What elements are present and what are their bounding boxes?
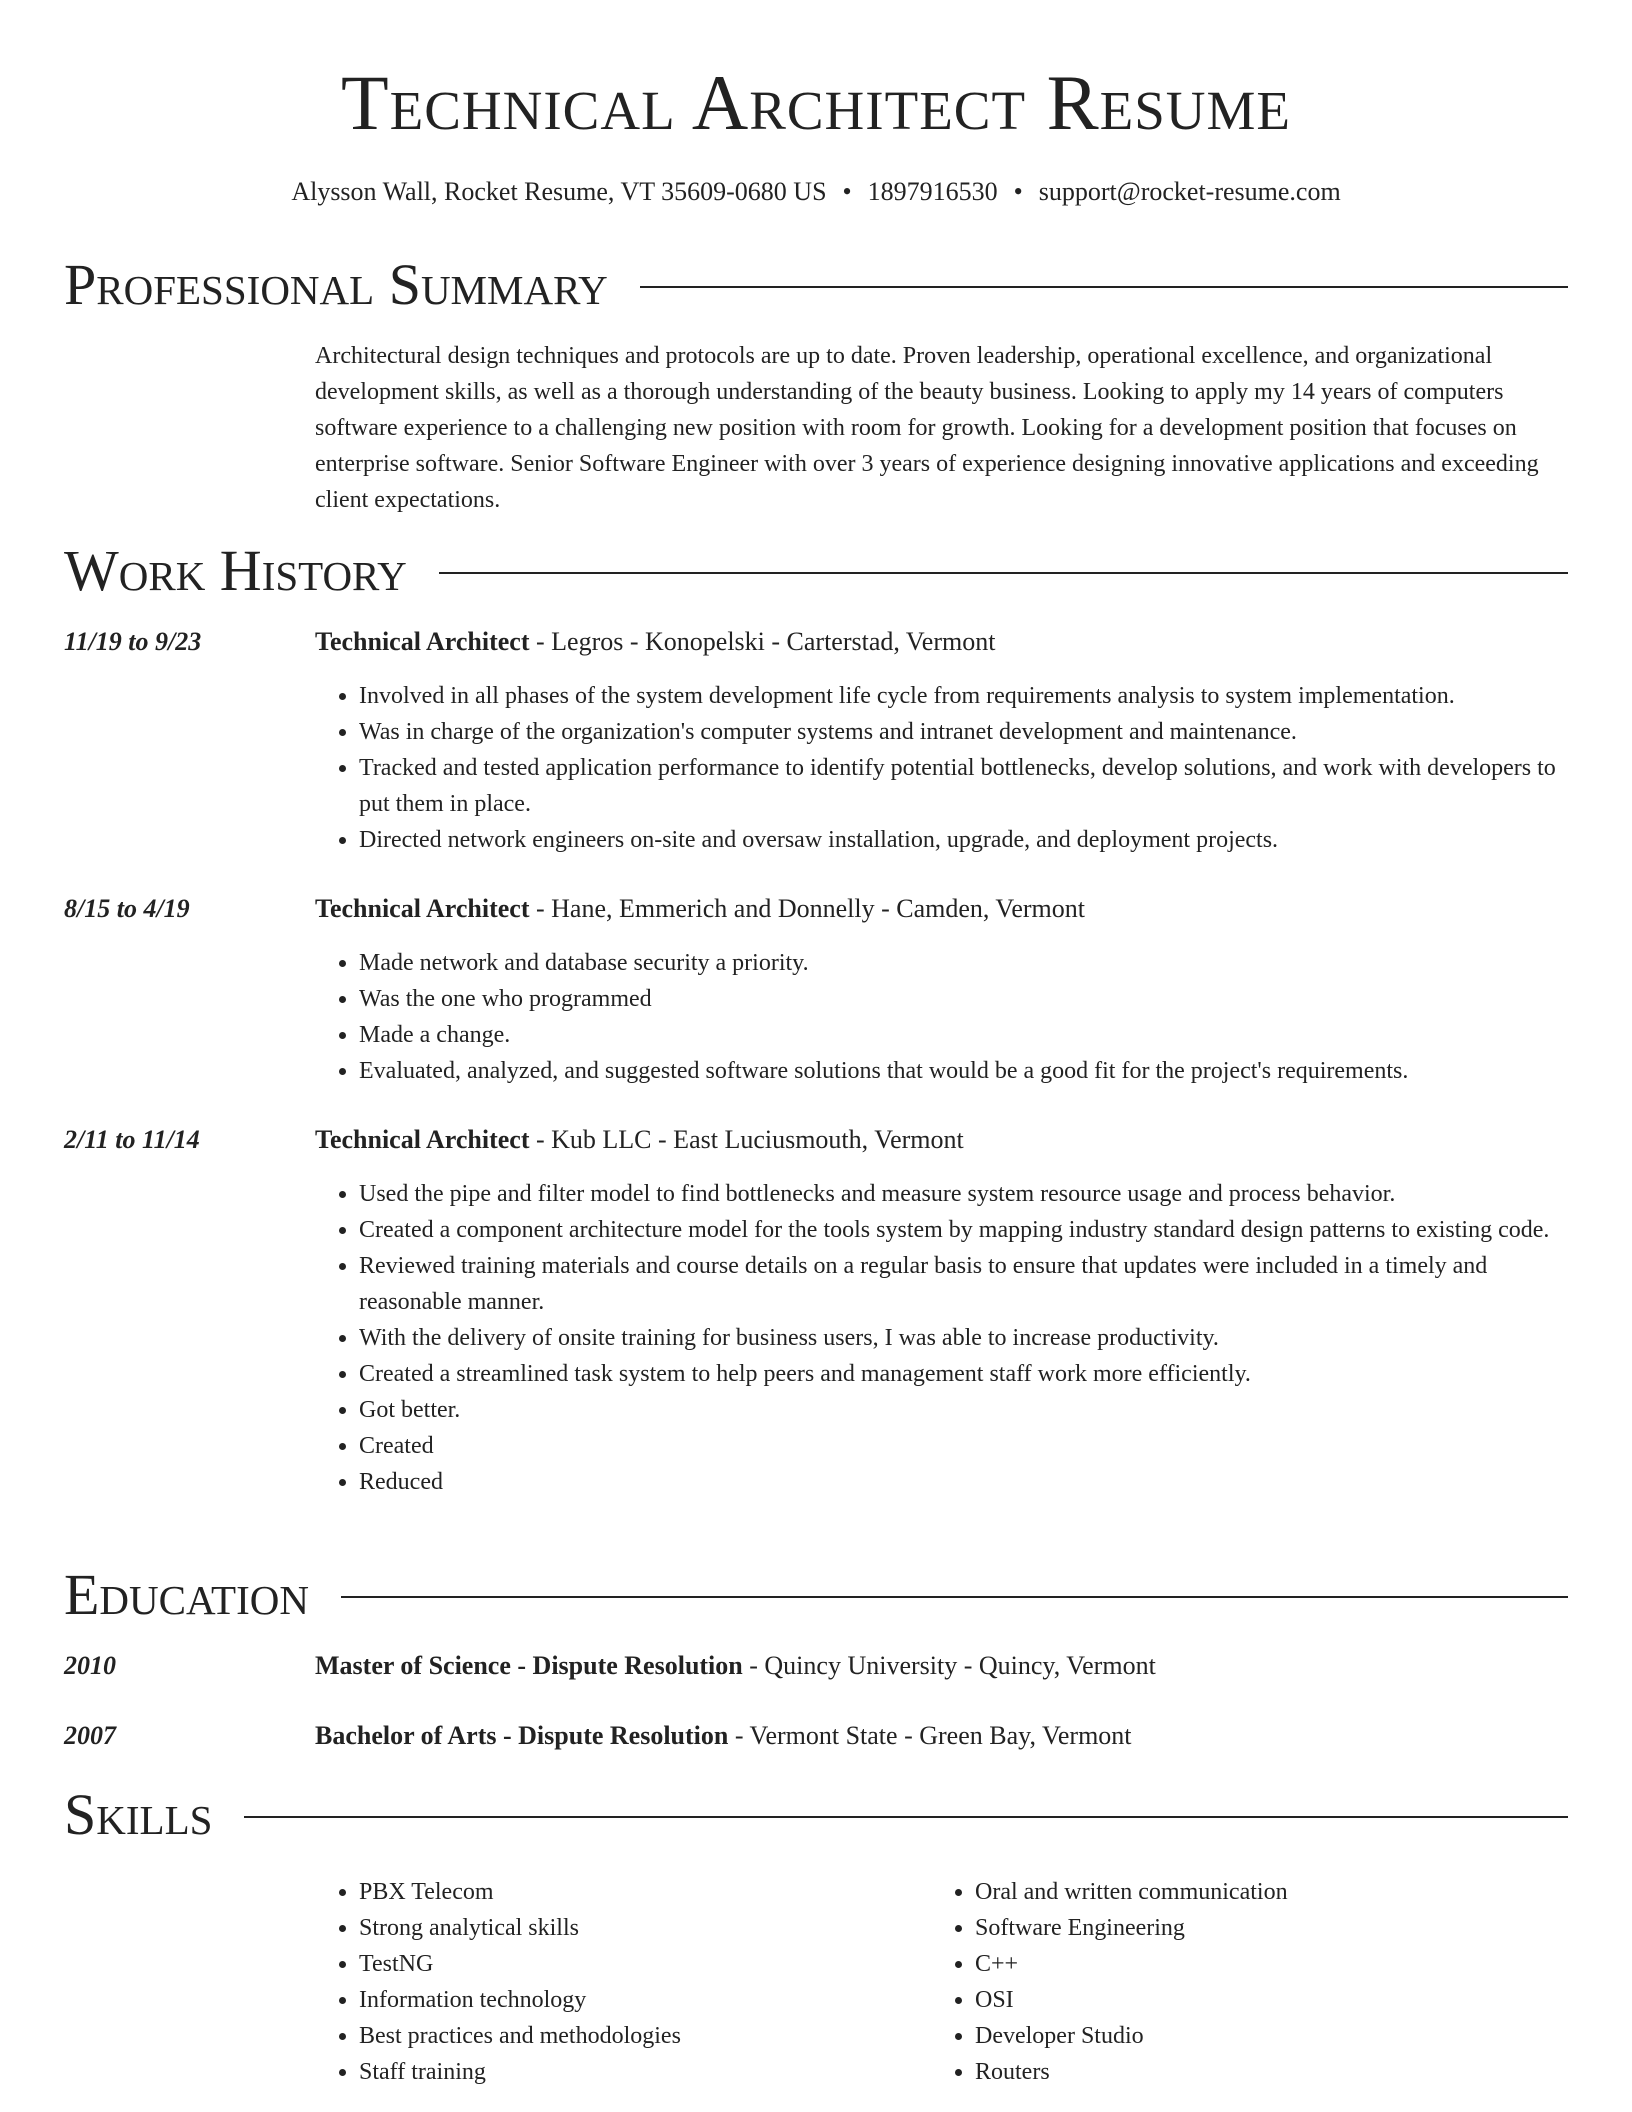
section-education-header — [64, 1560, 1568, 1630]
section-divider — [341, 1596, 1568, 1598]
page-title: Technical Architect Resume — [340, 59, 1291, 146]
job-details: - Hane, Emmerich and Donnelly - Camden, Vermont — [529, 894, 1085, 923]
section-work-header — [64, 536, 1568, 606]
education-entry — [64, 1718, 1568, 1754]
section-title-skills: Skills — [64, 1782, 213, 1847]
job-heading — [315, 891, 1568, 927]
education-heading — [315, 1648, 1568, 1684]
job-bullet: • Used the pipe and filter model to find bottlenecks and measure system resource usage and process behavior. — [359, 1176, 1568, 1212]
skill-item: • Software Engineering — [975, 1910, 1568, 1946]
job-details: - Legros - Konopelski - Carterstad, Vermont — [529, 627, 996, 656]
section-title-education: Education — [64, 1562, 309, 1627]
section-divider — [439, 572, 1568, 574]
contact-separator: • — [1013, 177, 1023, 206]
contact-phone: 1897916530 — [867, 177, 998, 206]
job-bullet: • Directed network engineers on-site and oversaw installation, upgrade, and deployment projects. — [359, 822, 1568, 858]
skill-item: • PBX Telecom — [359, 1874, 915, 1910]
education-degree: Bachelor of Arts - Dispute Resolution — [315, 1721, 729, 1750]
skill-item: • Developer Studio — [975, 2018, 1568, 2054]
job-bullets — [315, 945, 1568, 1089]
skill-item: • C++ — [975, 1946, 1568, 1982]
skills-list-left — [315, 1874, 915, 2090]
contact-address: Alysson Wall, Rocket Resume, VT 35609-0680 US — [291, 177, 827, 206]
education-year: 2010 — [64, 1651, 116, 1680]
contact-line — [64, 174, 1568, 210]
education-school: - Quincy University - Quincy, Vermont — [742, 1651, 1156, 1680]
job-bullet: • Reduced — [359, 1464, 1568, 1500]
education-degree: Master of Science - Dispute Resolution — [315, 1651, 743, 1680]
job-bullet: • Was the one who programmed — [359, 981, 1568, 1017]
skill-item: • Strong analytical skills — [359, 1910, 915, 1946]
section-title-work: Work History — [64, 538, 407, 603]
job-dates: 8/15 to 4/19 — [64, 894, 190, 923]
skill-item: • OSI — [975, 1982, 1568, 2018]
job-bullet: • Made network and database security a priority. — [359, 945, 1568, 981]
job-dates: 11/19 to 9/23 — [64, 627, 202, 656]
education-school: - Vermont State - Green Bay, Vermont — [728, 1721, 1132, 1750]
job-bullet: • Created a streamlined task system to help peers and management staff work more efficiently. — [359, 1356, 1568, 1392]
skill-item: • TestNG — [359, 1946, 915, 1982]
section-title-summary: Professional Summary — [64, 252, 608, 317]
section-skills-header — [64, 1780, 1568, 1850]
education-entry — [64, 1648, 1568, 1684]
job-bullet: • With the delivery of onsite training for business users, I was able to increase productivity. — [359, 1320, 1568, 1356]
job-bullet: • Created a component architecture model for the tools system by mapping industry standard design patterns to existing code. — [359, 1212, 1568, 1248]
education-heading — [315, 1718, 1568, 1754]
job-bullet: • Evaluated, analyzed, and suggested software solutions that would be a good fit for the project's requirements. — [359, 1053, 1568, 1089]
job-bullet: • Made a change. — [359, 1017, 1568, 1053]
summary-text: Architectural design techniques and protocols are up to date. Proven leadership, operational excellence, and organizational development skills, as well as a thorough understanding of the beauty business. Looking to apply my 14 years of computers software experience to a challenging new position with room for growth. Looking for a development position that focuses on enterprise software. Senior Software Engineer with over 3 years of experience designing innovative applications and exceeding client expectations. — [315, 343, 1539, 513]
contact-email: support@rocket-resume.com — [1038, 177, 1341, 206]
skill-item: • Information technology — [359, 1982, 915, 2018]
job-bullet: • Tracked and tested application performance to identify potential bottlenecks, develop solutions, and work with developers to put them in place. — [359, 750, 1568, 822]
job-bullet: • Got better. — [359, 1392, 1568, 1428]
job-title: Technical Architect — [315, 894, 530, 923]
contact-separator: • — [842, 177, 852, 206]
education-year: 2007 — [64, 1721, 116, 1750]
job-bullet: • Was in charge of the organization's computer systems and intranet development and maintenance. — [359, 714, 1568, 750]
job-bullet: • Involved in all phases of the system development life cycle from requirements analysis to system implementation. — [359, 678, 1568, 714]
job-details: - Kub LLC - East Luciusmouth, Vermont — [529, 1125, 964, 1154]
section-divider — [244, 1816, 1568, 1818]
skill-item: • Routers — [975, 2054, 1568, 2090]
job-bullet: • Created — [359, 1428, 1568, 1464]
skill-item: • Best practices and methodologies — [359, 2018, 915, 2054]
section-divider — [640, 286, 1568, 288]
job-dates: 2/11 to 11/14 — [64, 1125, 200, 1154]
skill-item: • Oral and written communication — [975, 1874, 1568, 1910]
job-heading — [315, 624, 1568, 660]
skill-item: • Staff training — [359, 2054, 915, 2090]
section-summary-header — [64, 250, 1568, 320]
job-title: Technical Architect — [315, 627, 530, 656]
job-heading — [315, 1122, 1568, 1158]
job-bullets — [315, 678, 1568, 858]
job-title: Technical Architect — [315, 1125, 530, 1154]
skills-list-right — [931, 1874, 1568, 2090]
job-bullet: • Reviewed training materials and course details on a regular basis to ensure that updates were included in a timely and reasonable manner. — [359, 1248, 1568, 1320]
job-bullets — [315, 1176, 1568, 1500]
